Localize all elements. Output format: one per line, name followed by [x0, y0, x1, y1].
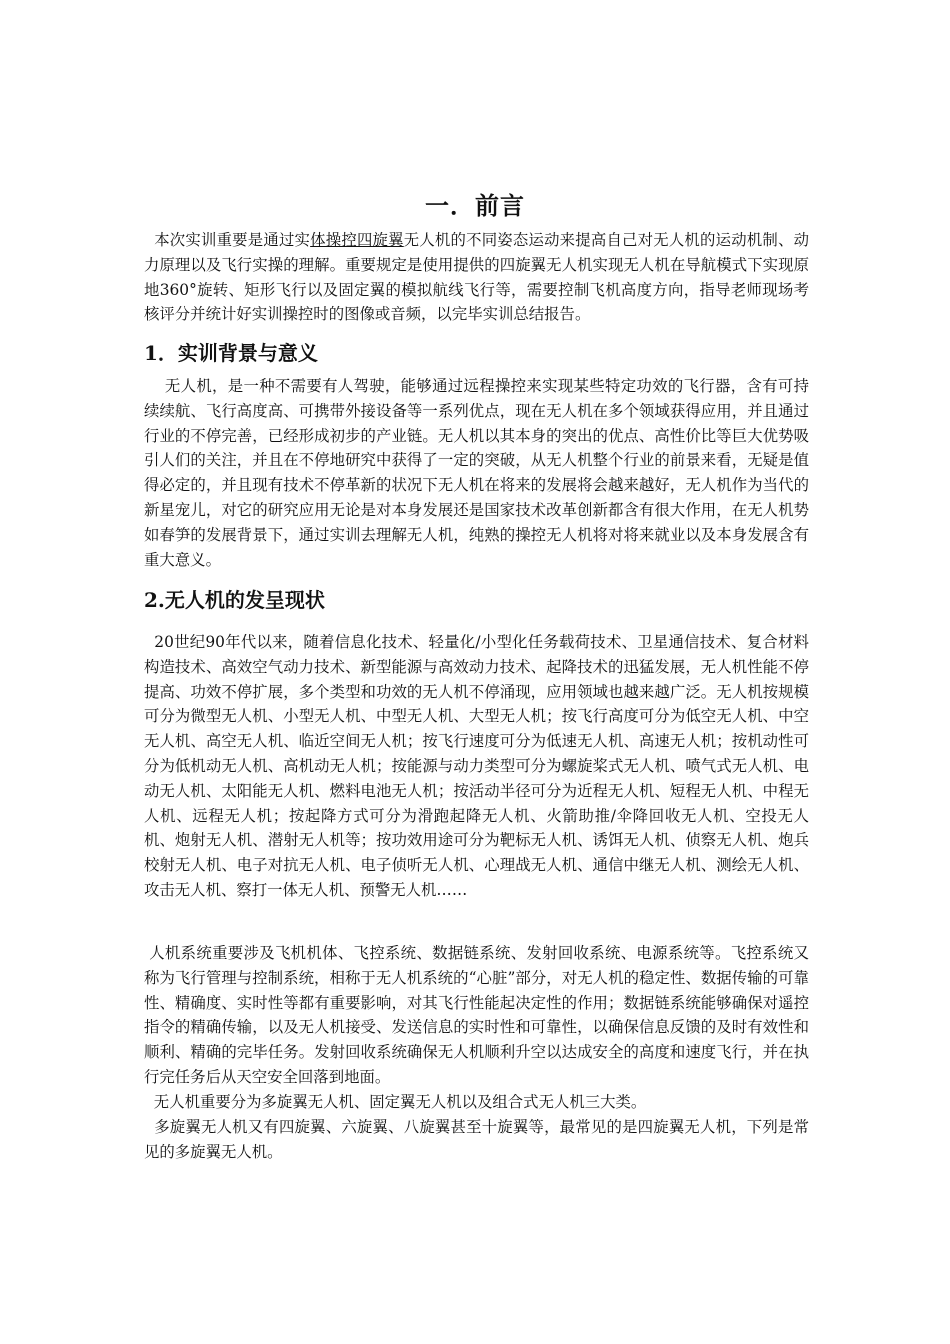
intro-text-end: 无人机的不同姿态运动来提高自己对无人机的运动机制、动力原理以及飞行实操的理解。重要规定是使用提供的四旋翼无人机实现无人机在导航模式下实现原地360°旋转、矩形飞行以及固定翼的模拟航线飞行等，需要控制飞机高度方向，指导老师现场考核评分并统计好实训操控时的图像或音频，以完毕实训总结报告。 [144, 231, 809, 324]
intro-paragraph [144, 228, 809, 327]
page-title: 一．前言 [425, 191, 525, 220]
intro-text-start: 本次实训重要是通过实 [144, 231, 311, 249]
section-1-heading: 1．实训背景与意义 [144, 341, 318, 365]
intro-underlined-text: 体操控四旋翼 [310, 231, 404, 249]
section-2-paragraph-2: 人机系统重要涉及飞机机体、飞控系统、数据链系统、发射回收系统、电源系统等。飞控系统又称为飞行管理与控制系统，相称于无人机系统的“心脏”部分，对无人机的稳定性、数据传输的可靠性、精确度、实时性等都有重要影响，对其飞行性能起决定性的作用；数据链系统能够确保对遥控指令的精确传输，以及无人机接受、发送信息的实时性和可靠性，以确保信息反馈的及时有效性和顺利、精确的完毕任务。发射回收系统确保无人机顺利升空以达成安全的高度和速度飞行，并在执行完任务后从天空安全回落到地面。 [144, 944, 809, 1086]
section-2-paragraph-4: 多旋翼无人机又有四旋翼、六旋翼、八旋翼甚至十旋翼等，最常见的是四旋翼无人机，下列是常见的多旋翼无人机。 [144, 1118, 809, 1161]
section-2-paragraph-3: 无人机重要分为多旋翼无人机、固定翼无人机以及组合式无人机三大类。 [144, 1093, 647, 1111]
section-2-paragraph-1: 20世纪90年代以来，随着信息化技术、轻量化/小型化任务载荷技术、卫星通信技术、复合材料构造技术、高效空气动力技术、新型能源与高效动力技术、起降技术的迅猛发展，无人机性能不停提高、功效不停扩展，多个类型和功效的无人机不停涌现，应用领域也越来越广泛。无人机按规模可分为微型无人机、小型无人机、中型无人机、大型无人机；按飞行高度可分为低空无人机、中空无人机、高空无人机、临近空间无人机；按飞行速度可分为低速无人机、高速无人机；按机动性可分为低机动无人机、高机动无人机；按能源与动力类型可分为螺旋桨式无人机、喷气式无人机、电动无人机、太阳能无人机、燃料电池无人机；按活动半径可分为近程无人机、短程无人机、中程无人机、远程无人机；按起降方式可分为滑跑起降无人机、火箭助推/伞降回收无人机、空投无人机、炮射无人机、潜射无人机等；按功效用途可分为靶标无人机、诱饵无人机、侦察无人机、炮兵校射无人机、电子对抗无人机、电子侦听无人机、心理战无人机、通信中继无人机、测绘无人机、攻击无人机、察打一体无人机、预警无人机…… [144, 633, 809, 899]
section-2-heading: 2.无人机的发呈现状 [144, 588, 325, 612]
section-1-paragraph: 无人机，是一种不需要有人驾驶，能够通过远程操控来实现某些特定功效的飞行器，含有可持续续航、飞行高度高、可携带外接设备等一系列优点，现在无人机在多个领域获得应用，并且通过行业的不停完善，已经形成初步的产业链。无人机以其本身的突出的优点、高性价比等巨大优势吸引人们的关注，并且在不停地研究中获得了一定的突破，从无人机整个行业的前景来看，无疑是值得必定的，并且现有技术不停革新的状况下无人机在将来的发展将会越来越好，无人机作为当代的新星宠儿，对它的研究应用无论是对本身发展还是国家技术改革创新都含有很大作用，在无人机势如春笋的发展背景下，通过实训去理解无人机，纯熟的操控无人机将对将来就业以及本身发展含有重大意义。 [144, 377, 809, 569]
